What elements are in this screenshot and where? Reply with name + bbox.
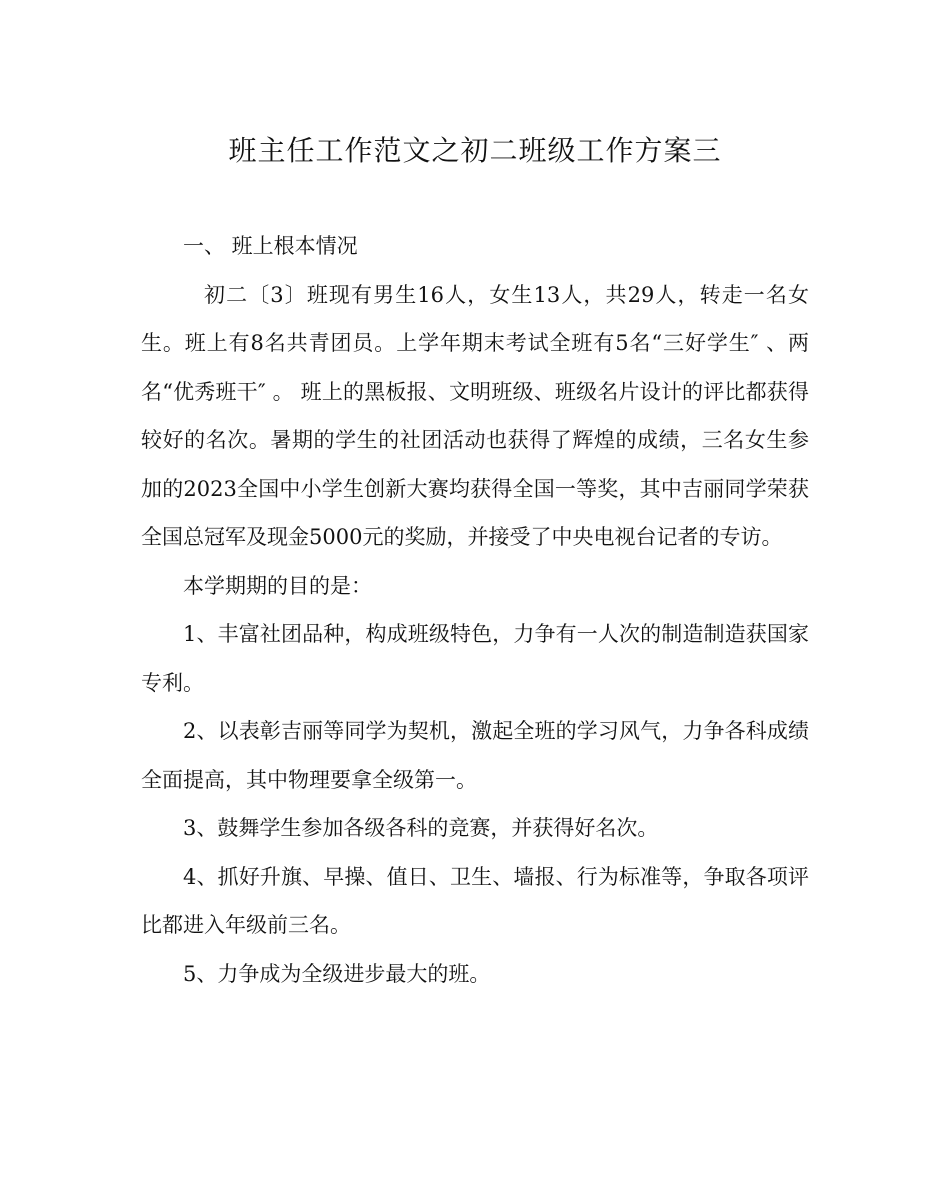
paragraph-goal-4: 4、抓好升旗、早操、值日、卫生、墙报、行为标准等，争取各项评比都进入年级前三名。 xyxy=(141,864,809,937)
paragraph-goal-2: 2、以表彰吉丽等同学为契机，激起全班的学习风气，力争各科成绩全面提高，其中物理要拿全级第一。 xyxy=(141,719,809,792)
paragraph-goal-1: 1、丰富社团品种，构成班级特色，力争有一人次的制造制造获国家专利。 xyxy=(141,622,809,695)
paragraph-goals-intro: 本学期期的目的是： xyxy=(183,573,372,598)
paragraph-class-situation: 初二〔3〕班现有男生16人，女生13人，共29人，转走一名女生。班上有8名共青团员。上学年期末考试全班有5名“三好学生″ 、两名“优秀班干″ 。 班上的黑板报、文明班级、班级名片设计的评比都获得较好的名次。暑期的学生的社团活动也获得了辉煌的成绩，三名女生参加的2023全国中小学生创新大赛均获得全国一等奖，其中吉丽同学荣获全国总冠军及现金5000元的奖励，并接受了中央电视台记者的专访。 xyxy=(141,282,809,549)
document-title: 班主任工作范文之初二班级工作方案三 xyxy=(228,134,722,167)
section-heading: 一、 班上根本情况 xyxy=(183,234,358,258)
paragraph-goal-3: 3、鼓舞学生参加各级各科的竞赛，并获得好名次。 xyxy=(183,816,659,840)
document-body xyxy=(141,222,809,998)
paragraph-goal-5: 5、力争成为全级进步最大的班。 xyxy=(183,961,491,986)
